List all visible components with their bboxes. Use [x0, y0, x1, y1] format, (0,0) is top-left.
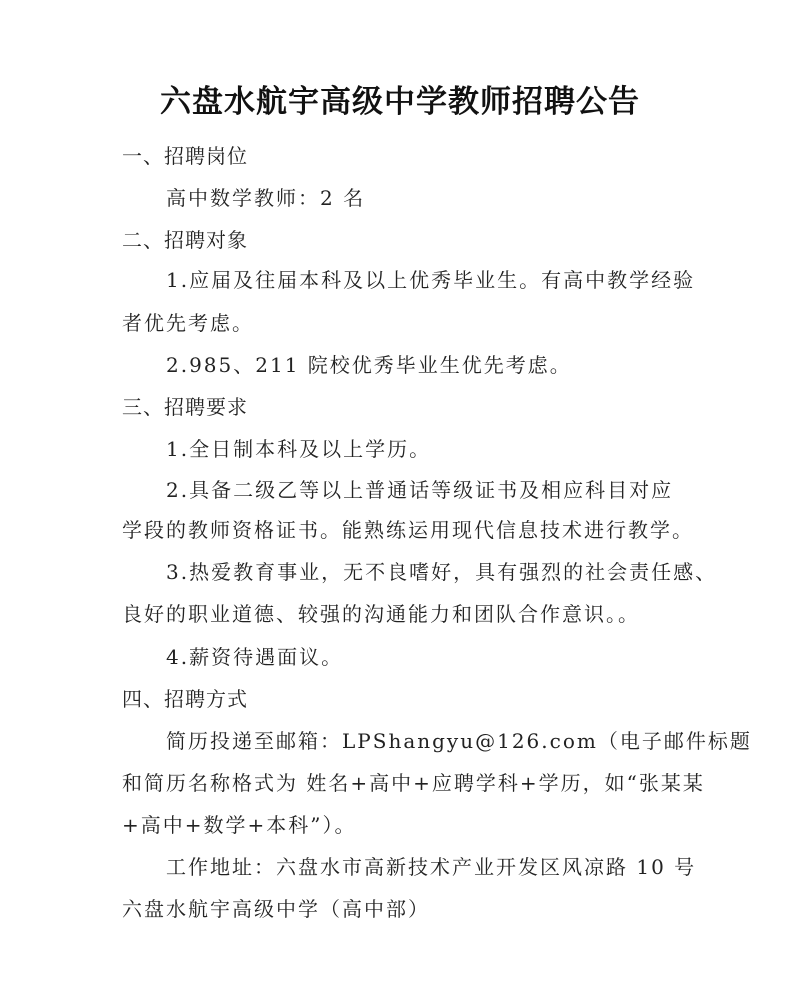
requirement-line-2: 2.具备二级乙等以上普通话等级证书及相应科目对应	[166, 478, 674, 502]
candidate-line-2: 2.985、211 院校优秀毕业生优先考虑。	[166, 353, 572, 377]
section-heading-application: 四、招聘方式	[122, 687, 248, 711]
candidate-line-1-cont: 者优先考虑。	[122, 311, 254, 335]
requirement-line-1: 1.全日制本科及以上学历。	[166, 437, 432, 461]
requirement-line-4: 4.薪资待遇面议。	[166, 645, 344, 669]
requirement-line-3-cont: 良好的职业道德、较强的沟通能力和团队合作意识。。	[122, 602, 640, 626]
requirement-line-3: 3.热爱教育事业，无不良嗜好，具有强烈的社会责任感、	[166, 560, 718, 584]
document-title: 六盘水航宇高级中学教师招聘公告	[160, 84, 640, 120]
application-format-line-cont: +高中+数学+本科”）。	[122, 813, 357, 837]
application-format-line: 和简历名称格式为 姓名+高中+应聘学科+学历，如“张某某	[122, 771, 705, 795]
work-address-line: 工作地址：六盘水市高新技术产业开发区风凉路 10 号	[166, 855, 697, 879]
section-heading-positions: 一、招聘岗位	[122, 144, 248, 168]
work-address-line-cont: 六盘水航宇高级中学（高中部）	[122, 897, 430, 921]
section-heading-requirements: 三、招聘要求	[122, 395, 248, 419]
candidate-line-1: 1.应届及往届本科及以上优秀毕业生。有高中教学经验	[166, 268, 696, 292]
requirement-line-2-cont: 学段的教师资格证书。能熟练运用现代信息技术进行教学。	[122, 518, 694, 542]
section-heading-candidates: 二、招聘对象	[122, 228, 248, 252]
application-email-line: 简历投递至邮箱：LPShangyu@126.com（电子邮件标题	[166, 729, 752, 753]
position-line: 高中数学教师：2 名	[166, 186, 366, 210]
